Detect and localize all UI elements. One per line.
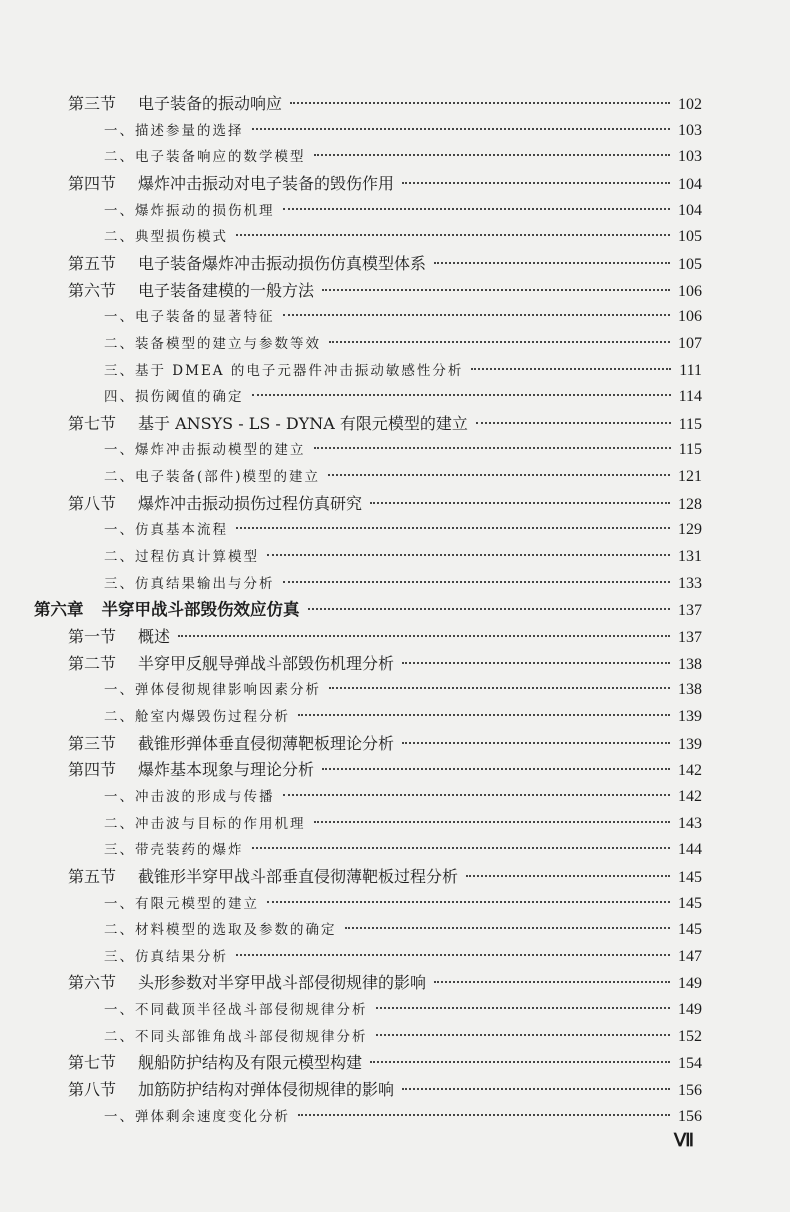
toc-entry-title: 截锥形半穿甲战斗部垂直侵彻薄靶板过程分析 [138,866,459,886]
dot-leader [376,1034,671,1036]
toc-entry-page: 145 [678,894,702,912]
dot-leader [283,208,671,210]
toc-entry-title: 三、仿真结果输出与分析 [104,575,275,592]
toc-entry-sub [104,785,702,809]
toc-entry-title: 二、装备模型的建立与参数等效 [104,335,321,352]
toc-entry-title: 一、不同截顶半径战斗部侵彻规律分析 [104,1002,368,1019]
dot-leader [434,262,670,264]
toc-entry-label: 第五节 [68,866,117,886]
toc-entry-sub [104,465,702,489]
toc-entry-title: 概述 [138,627,171,646]
toc-entry-page: 156 [678,1082,702,1100]
toc-entry-page: 137 [678,602,702,620]
toc-entry-label: 第一节 [68,627,117,646]
toc-entry-title: 二、过程仿真计算模型 [104,549,259,566]
toc-entry-title: 一、弹体侵彻规律影响因素分析 [104,682,321,699]
toc-entry-page: 114 [678,388,702,406]
dot-leader [328,474,670,476]
toc-entry-label: 第八节 [68,493,117,513]
page-folio: Ⅶ [673,1130,694,1150]
dot-leader [252,128,671,130]
toc-entry-page: 142 [678,762,702,780]
toc-entry-page: 106 [678,308,702,326]
toc-entry-page: 138 [678,655,702,673]
toc-entry-sub [104,225,702,249]
toc-entry-label: 第八节 [68,1080,117,1100]
toc-entry-page: 142 [678,787,702,805]
dot-leader [298,1114,670,1116]
toc-entry-page: 103 [678,148,702,166]
dot-leader [308,608,671,610]
toc-entry-title: 二、材料模型的选取及参数的确定 [104,922,337,939]
toc-entry-label: 第三节 [68,733,117,753]
toc-entry-sub [104,145,702,169]
toc-entry-page: 111 [679,361,702,379]
dot-leader [402,182,670,184]
dot-leader [476,422,671,424]
toc-entry-section [68,252,702,276]
toc-entry-label: 第二节 [68,653,117,673]
toc-entry-sub [104,438,702,462]
dot-leader [267,554,670,556]
toc-entry-page: 149 [678,1001,702,1019]
toc-entry-section [68,971,702,995]
toc-entry-page: 106 [678,282,702,300]
toc-entry-title: 四、损伤阈值的确定 [104,389,244,406]
toc-entry-title: 一、仿真基本流程 [104,522,228,539]
toc-entry-page: 139 [678,735,702,753]
toc-entry-title: 头形参数对半穿甲战斗部侵彻规律的影响 [138,973,427,993]
dot-leader [283,581,671,583]
toc-entry-title: 爆炸冲击振动对电子装备的毁伤作用 [138,173,395,193]
toc-entry-section [68,652,702,676]
toc-entry-section [68,412,702,436]
toc-entry-sub [104,119,702,143]
dot-leader [370,1061,670,1063]
toc-entry-title: 二、不同头部锥角战斗部侵彻规律分析 [104,1028,368,1045]
toc-entry-label: 第三节 [68,94,117,113]
toc-entry-page: 131 [678,548,702,566]
toc-entry-title: 半穿甲战斗部毁伤效应仿真 [101,600,300,620]
toc-entry-page: 145 [678,921,702,939]
toc-entry-section [68,92,702,116]
toc-entry-title: 电子装备爆炸冲击振动损伤仿真模型体系 [138,253,427,273]
toc-entry-sub [104,1105,702,1129]
toc-entry-sub [104,812,702,836]
toc-entry-title: 截锥形弹体垂直侵彻薄靶板理论分析 [138,733,395,753]
toc-entry-sub [104,705,702,729]
toc-entry-page: 156 [678,1107,702,1125]
toc-entry-page: 102 [678,96,702,113]
toc-entry-section [68,1078,702,1102]
toc-entry-page: 152 [678,1027,702,1045]
toc-entry-sub [104,1025,702,1049]
toc-entry-title: 一、弹体剩余速度变化分析 [104,1108,290,1125]
toc-entry-page: 154 [678,1055,702,1073]
toc-entry-page: 103 [678,121,702,139]
toc-entry-title: 三、仿真结果分析 [104,948,228,965]
toc-entry-sub [104,892,702,916]
dot-leader [329,687,670,689]
dot-leader [402,662,670,664]
toc-entry-page: 143 [678,814,702,832]
toc-entry-sub [104,945,702,969]
toc-entry-page: 139 [678,707,702,725]
toc-entry-sub [104,572,702,596]
toc-entry-page: 147 [678,947,702,965]
toc-entry-section [68,732,702,756]
toc-entry-label: 第七节 [68,413,117,433]
toc-entry-title: 三、带壳装药的爆炸 [104,842,244,859]
dot-leader [290,102,670,104]
dot-leader [322,289,670,291]
toc-entry-sub [104,385,702,409]
dot-leader [252,847,671,849]
toc-entry-page: 107 [678,334,702,352]
toc-entry-title: 爆炸基本现象与理论分析 [138,760,315,780]
toc-entry-label: 第五节 [68,253,117,273]
dot-leader [283,314,671,316]
toc-entry-sub [104,359,702,383]
toc-entry-section [68,865,702,889]
toc-entry-label: 第七节 [68,1053,117,1073]
toc-entry-title: 一、冲击波的形成与传播 [104,788,275,805]
toc-entry-label: 第四节 [68,760,117,780]
toc-entry-title: 二、冲击波与目标的作用机理 [104,815,306,832]
toc-entry-page: 138 [678,681,702,699]
dot-leader [322,768,670,770]
dot-leader [267,901,670,903]
dot-leader [434,981,670,983]
toc-entry-title: 爆炸冲击振动损伤过程仿真研究 [138,493,363,513]
dot-leader [314,154,671,156]
dot-leader [178,635,670,637]
toc-entry-section [68,279,702,303]
toc-entry-page: 137 [678,629,702,646]
toc-entry-page: 121 [678,468,702,486]
dot-leader [402,1088,670,1090]
toc-entry-chapter [34,598,702,622]
toc-entry-title: 一、爆炸冲击振动模型的建立 [104,442,306,459]
toc-entry-page: 133 [678,574,702,592]
toc-entry-page: 115 [678,415,702,433]
dot-leader [298,714,670,716]
dot-leader [370,502,670,504]
toc-entry-page: 105 [678,228,702,246]
dot-leader [402,742,670,744]
toc-entry-sub [104,838,702,862]
toc-entry-sub [104,918,702,942]
toc-entry-page: 115 [678,441,702,459]
dot-leader [283,794,671,796]
toc-entry-page: 104 [678,175,702,193]
toc-entry-title: 一、有限元模型的建立 [104,895,259,912]
dot-leader [314,821,671,823]
toc-entry-section [68,1051,702,1075]
toc-entry-sub [104,545,702,569]
toc-entry-label: 第六节 [68,973,117,993]
toc-entry-section [68,625,702,649]
toc-entry-title: 舰船防护结构及有限元模型构建 [138,1053,363,1073]
toc-entry-label: 第六节 [68,280,117,300]
toc-entry-section [68,758,702,782]
dot-leader [252,394,671,396]
toc-entry-page: 104 [678,201,702,219]
toc-entry-title: 二、电子装备响应的数学模型 [104,149,306,166]
toc-entry-title: 二、典型损伤模式 [104,229,228,246]
toc-entry-title: 三、基于 DMEA 的电子元器件冲击振动敏感性分析 [104,362,464,379]
dot-leader [345,927,671,929]
toc-entry-sub [104,305,702,329]
dot-leader [236,234,670,236]
toc-entry-sub [104,998,702,1022]
toc-entry-title: 二、舱室内爆毁伤过程分析 [104,708,290,725]
toc-entry-sub [104,678,702,702]
toc-entry-page: 105 [678,255,702,273]
dot-leader [236,527,670,529]
dot-leader [466,875,670,877]
toc-entry-label: 第四节 [68,173,117,193]
toc-entry-title: 一、爆炸振动的损伤机理 [104,202,275,219]
toc-entry-page: 149 [678,975,702,993]
toc-entry-title: 二、电子装备(部件)模型的建立 [104,469,321,486]
toc-entry-title: 电子装备建模的一般方法 [138,280,315,300]
toc-entry-title: 电子装备的振动响应 [138,94,283,113]
toc-entry-title: 一、电子装备的显著特征 [104,309,275,326]
toc-entry-title: 一、描述参量的选择 [104,122,244,139]
toc-entry-section [68,172,702,196]
toc-entry-title: 半穿甲反舰导弹战斗部毁伤机理分析 [138,653,395,673]
toc-entry-title: 加筋防护结构对弹体侵彻规律的影响 [138,1080,395,1100]
dot-leader [236,954,670,956]
toc-entry-sub [104,199,702,223]
toc-entry-title: 基于 ANSYS - LS - DYNA 有限元模型的建立 [138,413,468,433]
dot-leader [376,1007,671,1009]
toc-entry-page: 144 [678,841,702,859]
dot-leader [314,447,671,449]
dot-leader [329,341,670,343]
toc-entry-page: 128 [678,495,702,513]
dot-leader [471,368,671,370]
toc-entry-sub [104,332,702,356]
toc-entry-label: 第六章 [34,600,84,620]
toc-entry-page: 145 [678,868,702,886]
toc-entry-page: 129 [678,521,702,539]
toc-entry-section [68,492,702,516]
toc-entry-sub [104,518,702,542]
